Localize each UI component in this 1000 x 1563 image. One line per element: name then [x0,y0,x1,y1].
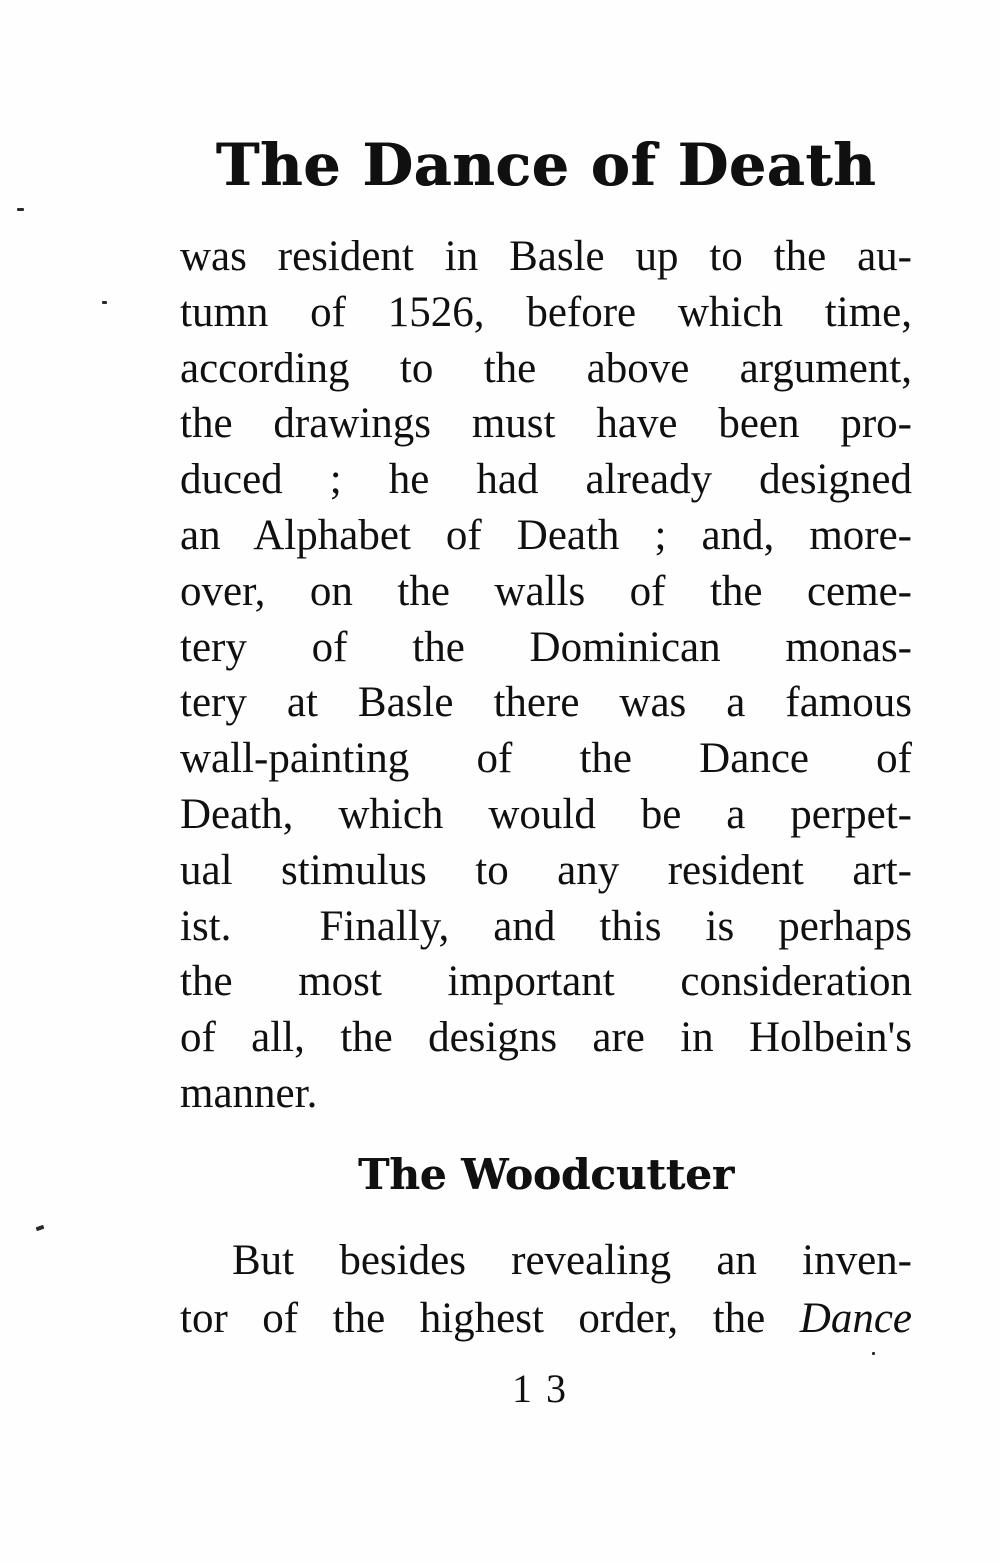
page-number: 13 [512,1366,580,1411]
italic-text: Dance [799,1295,912,1342]
text-line: duced ; he had already designed [180,456,912,504]
page-title: The Dance of Death [215,131,877,199]
section-heading: The Woodcutter [357,1150,735,1199]
paragraph-1 [180,229,912,1122]
text-line: according to the above argument, [180,344,912,392]
text-line: ist. Finally, and this is perhaps [180,902,912,950]
text-line [180,1290,912,1348]
text-line: an Alphabet of Death ; and, more- [180,511,912,559]
text-segment: tor of the highest order, the [180,1295,800,1342]
scan-speck [102,301,107,304]
text-line: wall-painting of the Dance of [180,735,912,783]
text-line: was resident in Basle up to the au- [180,233,912,280]
text-line: tery of the Dominican monas- [180,623,912,671]
text-line: of all, the designs are in Holbein's [180,1014,912,1062]
paragraph-2 [180,1232,912,1348]
text-line: ual stimulus to any resident art- [180,846,912,894]
text-line: But besides revealing an inven- [232,1237,912,1284]
text-line: tery at Basle there was a famous [180,679,912,727]
text-line: the most important consideration [180,958,912,1006]
text-line: tumn of 1526, before which time, [180,288,912,336]
scan-speck [872,1352,875,1355]
text-line: over, on the walls of the ceme- [180,567,912,615]
scan-speck [17,208,24,211]
text-line: Death, which would be a perpet- [180,790,912,838]
scan-speck [36,1225,45,1231]
text-line: manner. [180,1069,318,1117]
text-line: the drawings must have been pro- [180,400,912,448]
